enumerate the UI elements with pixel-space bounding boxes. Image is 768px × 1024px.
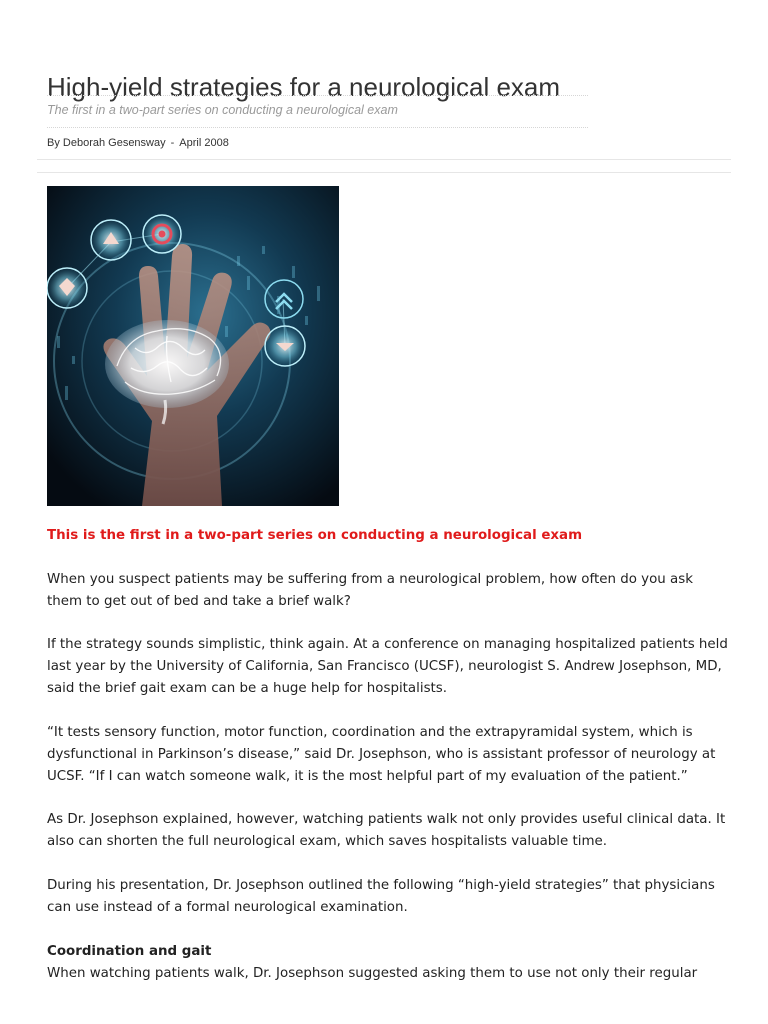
article-title: High-yield strategies for a neurological exam [47, 72, 561, 103]
interface-node-1 [47, 268, 87, 308]
byline-separator: - [170, 137, 175, 149]
paragraph-5: During his presentation, Dr. Josephson outlined the following “high-yield strategies” that physicians can use instead of a formal neurological examination. [47, 878, 715, 915]
subtitle-divider [47, 127, 588, 128]
paragraph-2: If the strategy sounds simplistic, think again. At a conference on managing hospitalized patients held last year by the University of California, San Francisco (UCSF), neurologist S. Andrew Josephson, MD, said the brief gait exam can be a huge help for hospitalists. [47, 637, 728, 696]
paragraph-4: As Dr. Josephson explained, however, watching patients walk not only provides useful clinical data. It also can shorten the full neurological exam, which saves hospitalists valuable time. [47, 812, 726, 849]
title-divider [47, 95, 588, 96]
interface-node-2 [91, 220, 131, 260]
author-name: By Deborah Gesensway [47, 137, 166, 149]
article-subtitle: The first in a two-part series on conducting a neurological exam [47, 103, 398, 117]
header-divider-bottom [37, 172, 731, 173]
interface-node-3 [143, 215, 181, 253]
paragraph-1: When you suspect patients may be suffering from a neurological problem, how often do you ask them to get out of bed and take a brief walk? [47, 572, 693, 609]
paragraph-3: “It tests sensory function, motor function, coordination and the extrapyramidal system, which is dysfunctional in Parkinson’s disease,” said Dr. Josephson, who is assistant professor of neurology at UCSF. “If I can watch someone walk, it is the most helpful part of my evaluation of the patient.” [47, 725, 716, 784]
section-heading: Coordination and gait [47, 944, 212, 959]
section-paragraph: When watching patients walk, Dr. Josephson suggested asking them to use not only their regular [47, 966, 698, 981]
interface-node-5 [265, 326, 305, 366]
hero-image [47, 186, 339, 506]
header-divider-top [37, 159, 731, 160]
hand-brain-illustration-icon [47, 186, 339, 506]
lead-text: This is the first in a two-part series on conducting a neurological exam [47, 528, 583, 543]
byline [47, 135, 229, 151]
publish-date: April 2008 [179, 137, 229, 149]
